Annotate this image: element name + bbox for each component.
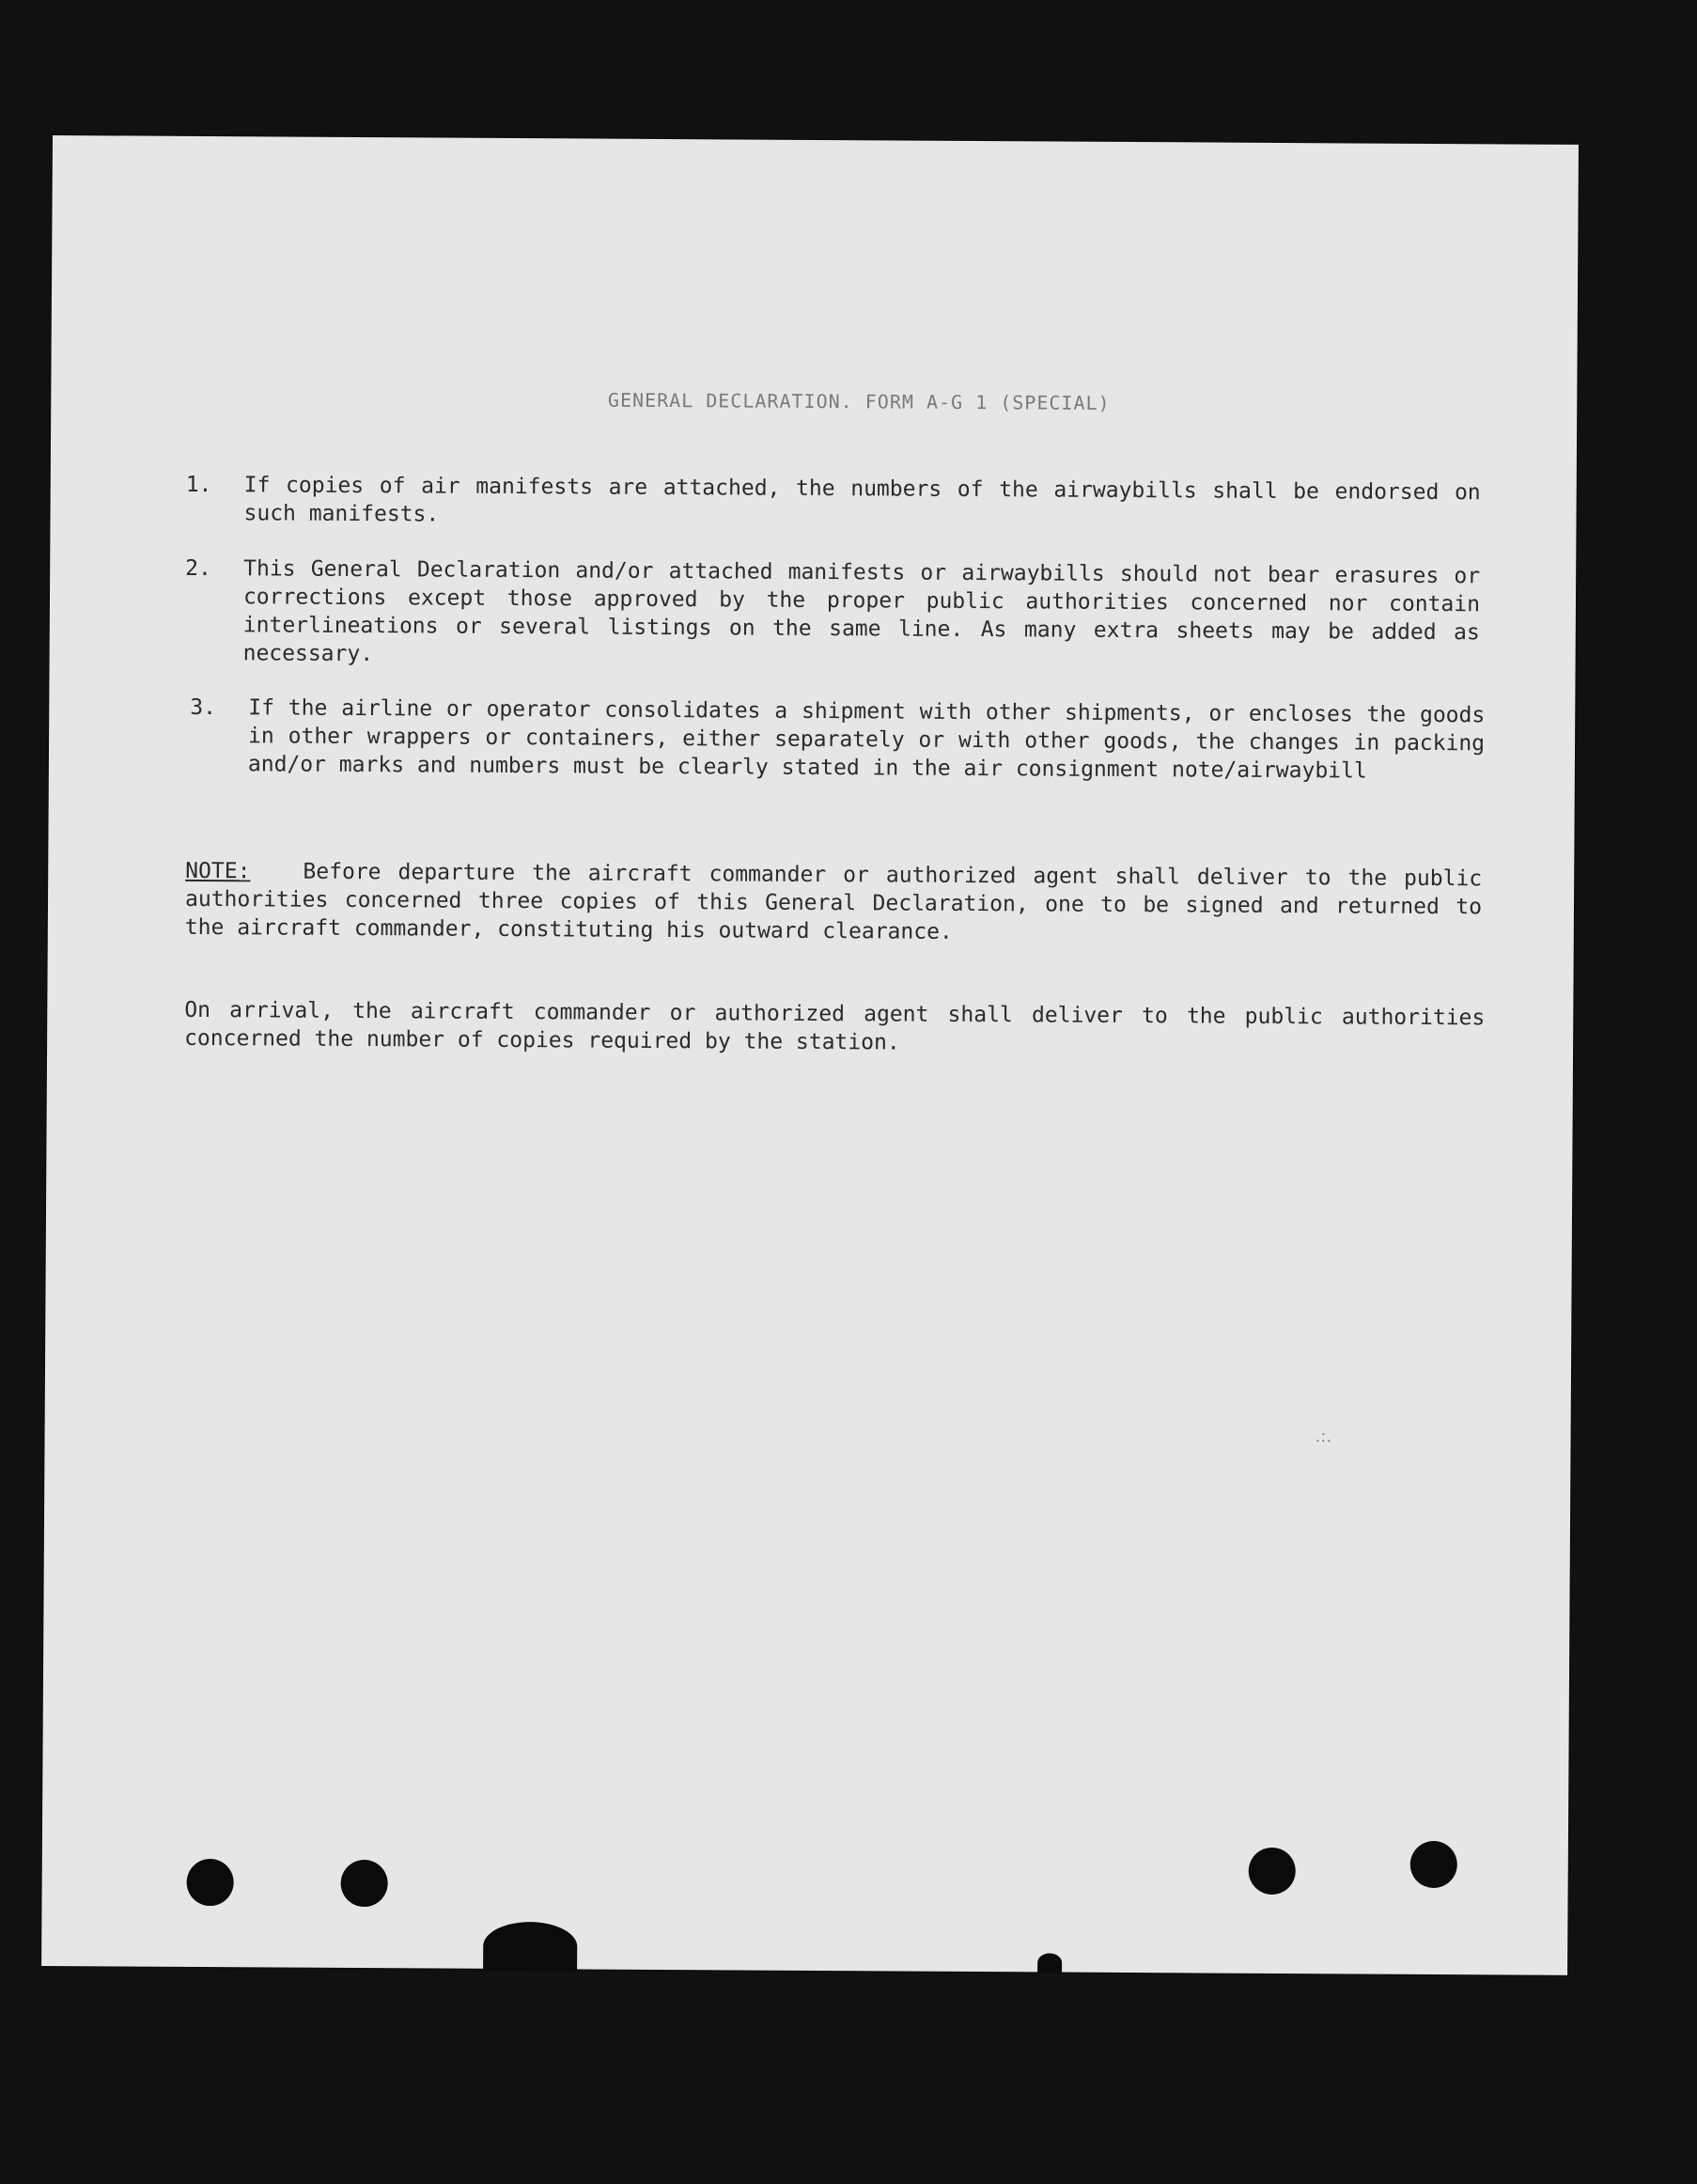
arrival-paragraph: On arrival, the aircraft commander or authorized agent shall deliver to the public authorities concerned the number of copies required by the station. (184, 997, 1486, 1055)
instruction-item-3 (190, 694, 1486, 786)
punch-hole-left-2 (340, 1860, 387, 1907)
stray-mark: .:. (1315, 1427, 1332, 1447)
document-sheet (41, 135, 1579, 1975)
item-text: This General Declaration and/or attached manifests or airwaybills should not bear erasures or corrections except those approved by the proper public authorities concerned nor contain interlineations or several listings on the same line. As many extra sheets may be added as necessary. (242, 556, 1481, 667)
document-title: GENERAL DECLARATION. FORM A-G 1 (SPECIAL) (607, 388, 1111, 414)
item-text: If the airline or operator consolidates a shipment with other shipments, or encloses the goods in other wrappers or containers, either separately or with other goods, the changes in packing and/or marks and numbers must be clearly stated in the air consignment note/airwaybill (247, 695, 1486, 784)
punch-hole-right-2 (1410, 1841, 1457, 1888)
instruction-item-2 (185, 554, 1481, 675)
item-number: 2. (185, 555, 211, 582)
item-number: 3. (190, 694, 217, 721)
item-number: 1. (185, 472, 212, 498)
torn-edge-mark-small (1037, 1953, 1062, 1972)
torn-edge-mark (483, 1922, 577, 1972)
punch-hole-right-1 (1249, 1848, 1296, 1895)
note-label: NOTE: (185, 858, 251, 884)
note-text: Before departure the aircraft commander or authorized agent shall deliver to the public authorities concerned three copies of this General Declaration, one to be signed and returned to the aircraft commander, constituting his outward clearance. (184, 859, 1483, 944)
note-paragraph (185, 857, 1483, 949)
item-text: If copies of air manifests are attached, the numbers of the airwaybills shall be endorsed on such manifests. (243, 473, 1481, 527)
punch-hole-left-1 (186, 1859, 233, 1906)
instruction-item-1 (185, 471, 1481, 535)
